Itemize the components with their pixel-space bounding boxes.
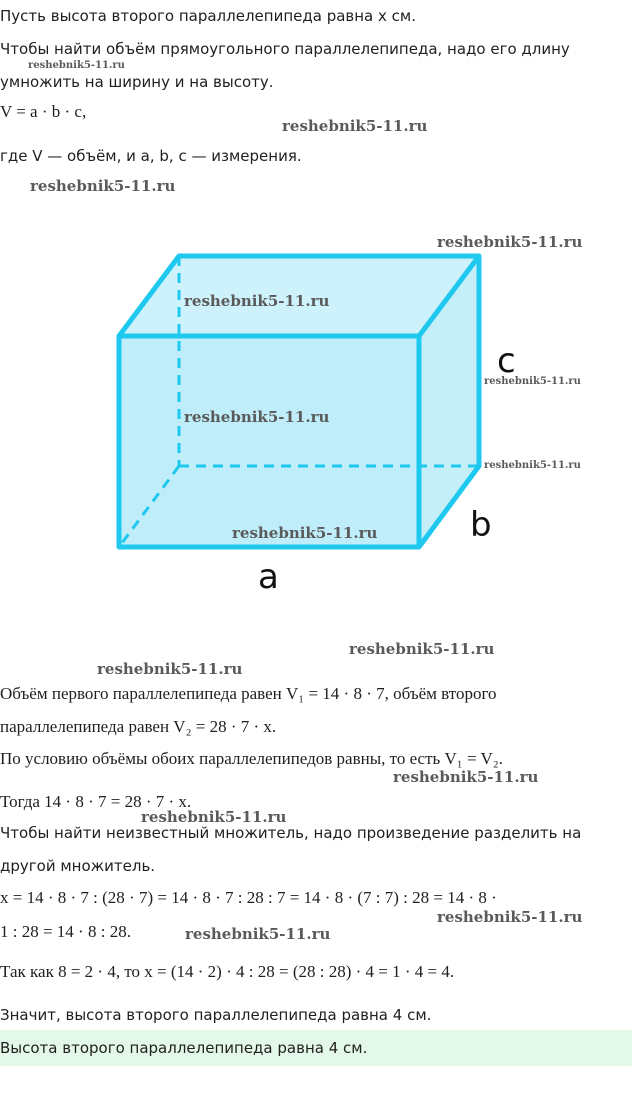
- watermark: reshebnik5-11.ru: [97, 660, 243, 678]
- watermark: reshebnik5-11.ru: [30, 177, 176, 195]
- text-line-10: Чтобы найти неизвестный множитель, надо произведение разделить на: [0, 824, 582, 842]
- watermark: reshebnik5-11.ru: [437, 233, 583, 251]
- watermark: reshebnik5-11.ru: [185, 925, 331, 943]
- watermark: reshebnik5-11.ru: [141, 808, 287, 826]
- formula-solution-3: Так как 8 = 2 · 4, то x = (14 · 2) · 4 : 28 = (28 : 28) · 4 = 1 · 4 = 4.: [0, 962, 455, 981]
- text-line-1: Пусть высота второго параллелепипеда равна x см.: [0, 7, 416, 25]
- text-line-11: другой множитель.: [0, 857, 156, 875]
- formula-volume: V = a · b · c,: [0, 102, 87, 121]
- answer-text: Высота второго параллелепипеда равна 4 см.: [0, 1039, 368, 1057]
- label-c: c: [497, 341, 516, 381]
- formula-solution-1: x = 14 · 8 · 7 : (28 · 7) = 14 · 8 · 7 : 28 : 7 = 14 · 8 · (7 : 7) : 28 = 14 · 8 ·: [0, 888, 497, 907]
- box-front-face: [119, 336, 419, 547]
- text-line-6: Объём первого параллелепипеда равен V₁ = 14 · 8 · 7, объём второго: [0, 684, 497, 703]
- formula-solution-2: 1 : 28 = 14 · 8 : 28.: [0, 922, 131, 941]
- text-line-7: параллелепипеда равен V₂ = 28 · 7 · x.: [0, 717, 277, 736]
- watermark: reshebnik5-11.ru: [184, 408, 330, 426]
- text-line-9: Тогда 14 · 8 · 7 = 28 · 7 · x.: [0, 792, 192, 811]
- watermark: reshebnik5-11.ru: [349, 640, 495, 658]
- watermark: reshebnik5-11.ru: [484, 460, 581, 471]
- watermark: reshebnik5-11.ru: [484, 376, 581, 387]
- watermark: reshebnik5-11.ru: [232, 524, 378, 542]
- answer-box: [0, 1030, 632, 1066]
- label-b: b: [470, 505, 492, 545]
- text-line-3: умножить на ширину и на высоту.: [0, 73, 274, 91]
- watermark: reshebnik5-11.ru: [282, 117, 428, 135]
- watermark: reshebnik5-11.ru: [184, 292, 330, 310]
- text-line-8: По условию объёмы обоих параллелепипедов равны, то есть V₁ = V₂.: [0, 749, 503, 768]
- text-line-5: где V — объём, и a, b, c — измерения.: [0, 147, 302, 165]
- text-line-2: Чтобы найти объём прямоугольного параллелепипеда, надо его длину: [0, 40, 570, 58]
- watermark: reshebnik5-11.ru: [28, 60, 125, 71]
- label-a: a: [258, 557, 279, 597]
- watermark: reshebnik5-11.ru: [437, 908, 583, 926]
- watermark: reshebnik5-11.ru: [393, 768, 539, 786]
- conclusion-line: Значит, высота второго параллелепипеда равна 4 см.: [0, 1006, 432, 1024]
